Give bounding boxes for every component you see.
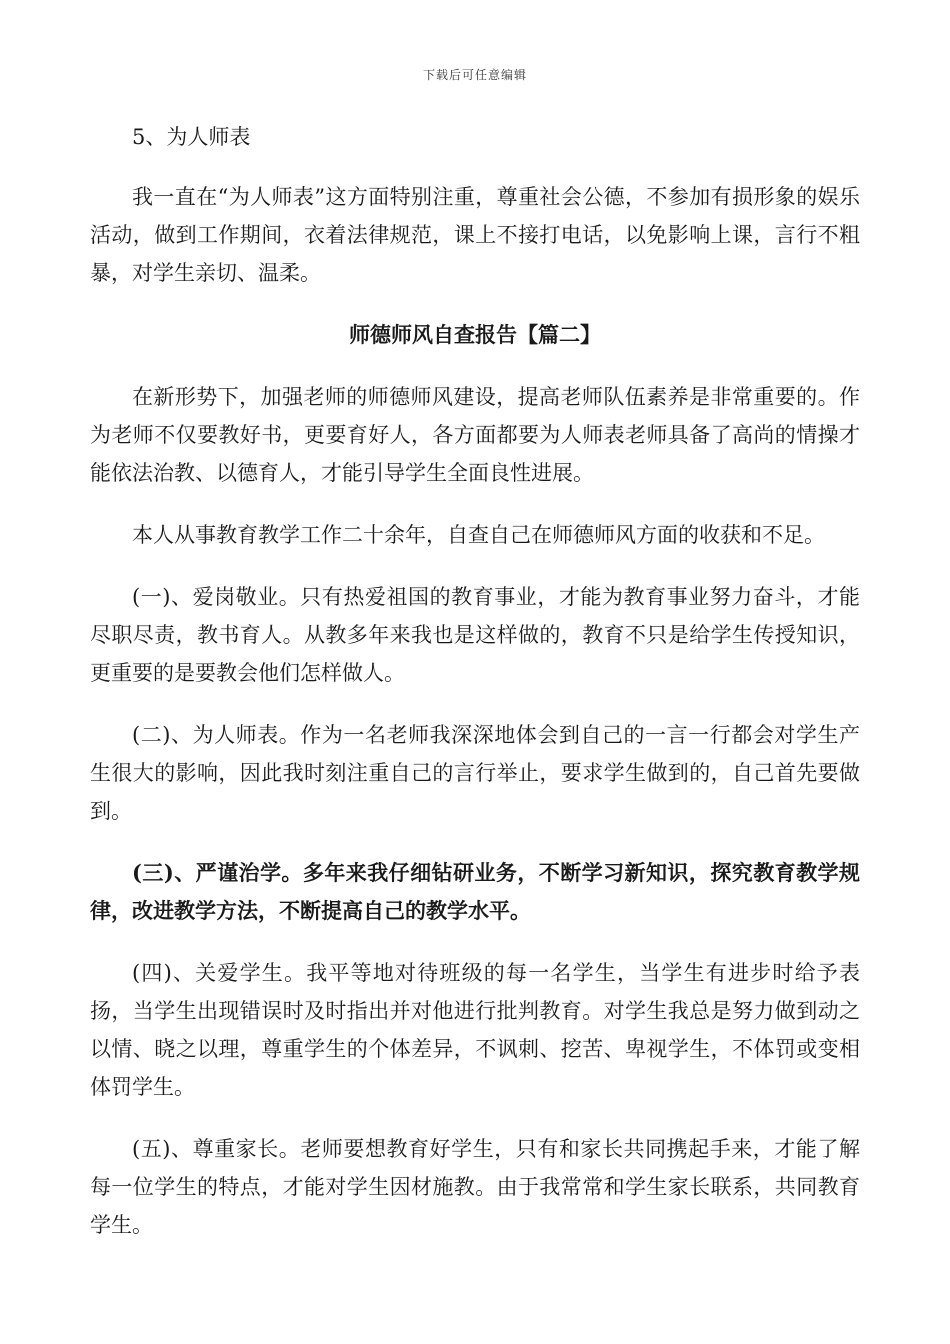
paragraph-item-1: (一)、爱岗敬业。只有热爱祖国的教育事业，才能为教育事业努力奋斗，才能尽职尽责，教书育人。从教多年来我也是这样做的，教育不只是给学生传授知识，更重要的是要教会他们怎样做人。 — [90, 585, 860, 685]
paragraph-item-4: (四)、关爱学生。我平等地对待班级的每一名学生，当学生有进步时给予表扬，当学生出现错误时及时指出并对他进行批判教育。对学生我总是努力做到动之以情、晓之以理，尊重学生的个体差异，不讽刺、挖苦、卑视学生，不体罚或变相体罚学生。 — [90, 961, 860, 1099]
paragraph-item-3: (三)、严谨治学。多年来我仔细钻研业务，不断学习新知识，探究教育教学规律，改进教学方法，不断提高自己的教学水平。 — [90, 860, 860, 923]
paragraph-item-5: (五)、尊重家长。老师要想教育好学生，只有和家长共同携起手来，才能了解每一位学生的特点，才能对学生因材施教。由于我常常和学生家长联系，共同教育学生。 — [90, 1137, 860, 1237]
paragraph-self-check: 本人从事教育教学工作二十余年，自查自己在师德师风方面的收获和不足。 — [132, 523, 825, 547]
paragraph-intro: 在新形势下，加强老师的师德师风建设，提高老师队伍素养是非常重要的。作为老师不仅要教好书，更要育好人，各方面都要为人师表老师具备了高尚的情操才能依法治教、以德育人，才能引导学生全面良性进展。 — [90, 385, 860, 485]
paragraph-item-2: (二)、为人师表。作为一名老师我深深地体会到自己的一言一行都会对学生产生很大的影响，因此我时刻注重自己的言行举止，要求学生做到的，自己首先要做到。 — [90, 723, 860, 823]
page-header: 下载后可任意编辑 — [422, 68, 527, 82]
document-body — [90, 118, 860, 1268]
section-title: 师德师风自查报告【篇二】 — [349, 322, 601, 347]
item5-heading: 5、为人师表 — [132, 125, 251, 149]
item5-paragraph: 我一直在“为人师表”这方面特别注重，尊重社会公德，不参加有损形象的娱乐活动，做到工作期间，衣着法律规范，课上不接打电话，以免影响上课，言行不粗暴，对学生亲切、温柔。 — [90, 185, 860, 285]
